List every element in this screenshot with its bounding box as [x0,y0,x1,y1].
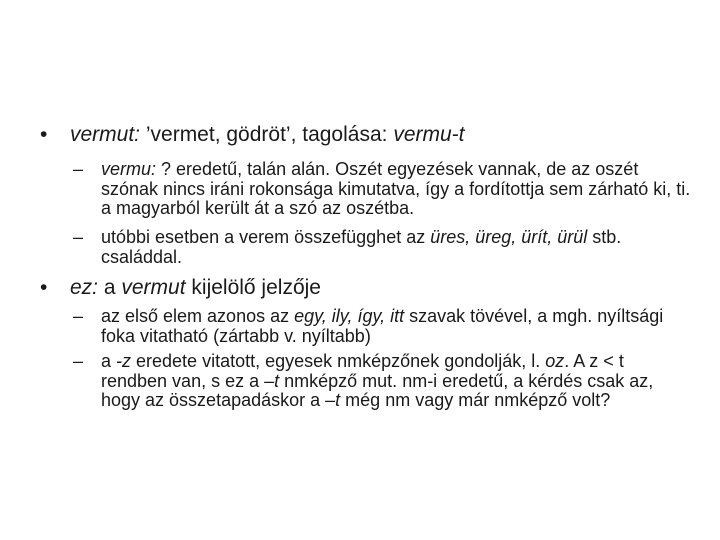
text-run: nmképző mut. nm-i eredetű, a kérdés csak az, hogy az összetapadáskor a – [101,370,654,410]
sub-bullet-text [101,307,691,346]
text-run: stb. családdal. [101,227,622,267]
bullet-text [70,275,321,301]
text-run: a [98,276,122,299]
dash-bullet-icon: – [73,227,84,247]
dash-bullet-icon: – [73,159,84,179]
sub-bullet-text [101,160,691,219]
bullet-vermut [40,122,465,148]
text-run: . A z < t rendben van, s ez a – [101,351,624,391]
text-run: az első elem azonos az [101,306,295,326]
text-run: vermut: [70,123,141,146]
text-run: ez: [70,276,99,299]
sub-bullet-text [101,352,691,411]
text-run: utóbbi esetben a verem összefügghet az [101,227,431,247]
sub-bullet-elso-elem [73,307,693,346]
dash-bullet-icon: – [73,351,84,371]
text-run: ’vermet, gödröt’, tagolása: [140,123,394,146]
text-run: egy, ily, így, itt [294,306,405,326]
bullet-dot-icon: • [40,276,48,299]
text-run: vermu-t [393,123,465,146]
text-run: t [335,390,341,410]
bullet-ez [40,275,321,301]
text-run: kijelölő jelzője [185,276,321,299]
text-run: vermu: [101,159,157,179]
sub-bullet-vermu [73,160,693,219]
text-run: eredete vitatott, egyesek nmképzőnek gondolják, l. [131,351,546,371]
text-run: még nm vagy már nmképző volt? [340,390,611,410]
sub-bullet-text [101,228,691,267]
sub-bullet-z-eredete [73,352,693,411]
text-run: a [101,351,117,371]
text-run: t [274,370,280,391]
text-run: ? eredetű, talán alán. Oszét egyezések vannak, de az oszét szónak nincs iráni rokonsága kimutatva, így a fordítottja sem zárható ki, ti. a magyarból került át a szó az oszétba. [101,159,691,218]
bullet-text [70,122,465,148]
sub-bullet-uteg [73,228,693,267]
text-run: vermut [121,276,186,299]
dash-bullet-icon: – [73,306,84,326]
text-run: -z [116,351,132,371]
text-run: üres, üreg, ürít, ürül [430,227,588,247]
bullet-dot-icon: • [40,123,48,146]
text-run: oz [545,351,565,371]
text-run: szavak tövével, a mgh. nyíltsági foka vitatható (zártabb v. nyíltabb) [101,306,664,346]
